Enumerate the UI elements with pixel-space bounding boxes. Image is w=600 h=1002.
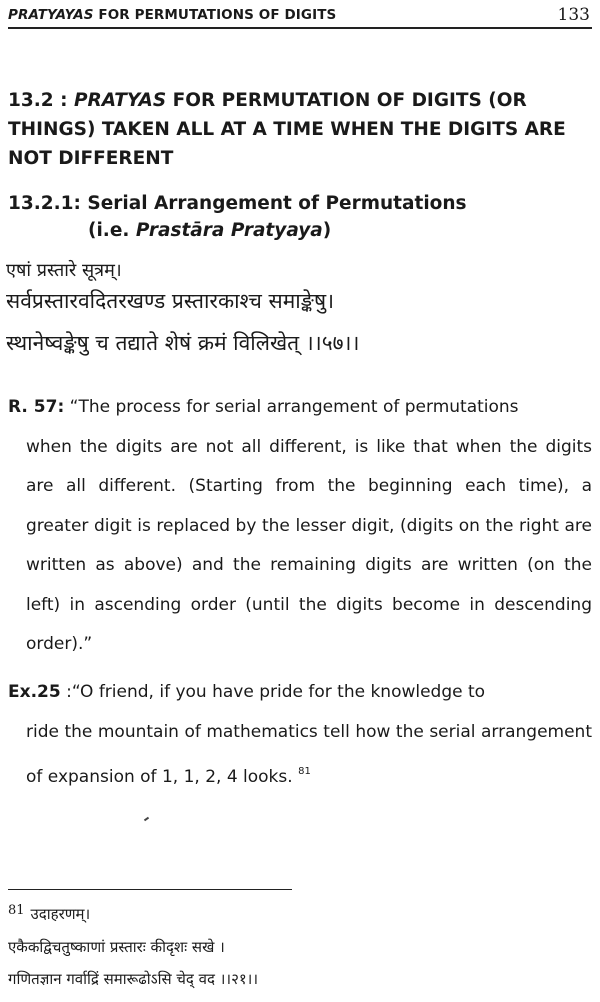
example-body-text: ride the mountain of mathematics tell how the serial arrangement of expansion of 1, 1, 2, 4 looks. bbox=[26, 721, 592, 787]
sanskrit-verse-line-2: सर्वप्रस्तारवदितरखण्ड प्रस्तारकाश्च समाङ्केषु। bbox=[6, 289, 335, 313]
running-head-title-italic: PRATYAYAS bbox=[8, 7, 94, 23]
footnote-line-2: एकैकद्विचतुष्काणां प्रस्तारः कीदृशः सखे । bbox=[8, 938, 225, 956]
rule-paragraph bbox=[8, 388, 592, 665]
footnote-line-3: गणितज्ञान गर्वाद्रिं समारूढोऽसि चेद् वद ।।२१।। bbox=[8, 970, 259, 988]
rule-body: when the digits are not all different, is like that when the digits are all different. (Starting from the beginning each time), a greater digit is replaced by the lesser digit, (digits on the right are written as above) and the remaining digits are written (on the left) in ascending order (until the digits become in descending order).” bbox=[26, 436, 592, 654]
section-heading-rest: FOR PERMUTATION OF DIGITS (OR THINGS) TAKEN ALL AT A TIME WHEN THE DIGITS ARE NOT DIFFERENT bbox=[8, 90, 566, 169]
subsection-line-1: 13.2.1: Serial Arrangement of Permutations bbox=[8, 193, 467, 214]
subsection-line-2-suffix: ) bbox=[322, 220, 332, 241]
example-body bbox=[8, 713, 592, 798]
footnote-divider bbox=[8, 889, 292, 890]
stray-mark bbox=[144, 817, 149, 822]
footnote-mark: 81 bbox=[8, 903, 25, 918]
subsection-line-2-italic: Prastāra Pratyaya bbox=[135, 220, 323, 241]
rule-first-line-text: “The process for serial arrangement of permutations bbox=[64, 397, 519, 417]
subsection-line-2-prefix: (i.e. bbox=[88, 220, 136, 241]
section-heading bbox=[8, 86, 588, 173]
subsection-heading bbox=[8, 190, 588, 244]
sanskrit-verse-line-3: स्थानेष्वङ्केषु च तद्याते शेषं क्रमं विलिखेत् ।।५७।। bbox=[6, 331, 360, 355]
section-heading-italic: PRATYAS bbox=[73, 90, 167, 111]
page-number: 133 bbox=[557, 5, 590, 25]
footnote-reference: 81 bbox=[298, 766, 311, 777]
rule-first-line bbox=[8, 388, 592, 428]
running-head-title-rest: FOR PERMUTATIONS OF DIGITS bbox=[93, 7, 337, 23]
example-label: Ex.25 bbox=[8, 682, 61, 702]
footnote-line-1-text: उदाहरणम्। bbox=[30, 905, 91, 923]
footnote-line-1 bbox=[8, 903, 90, 924]
example-paragraph bbox=[8, 673, 592, 798]
running-head bbox=[8, 4, 590, 26]
example-first-line bbox=[8, 673, 592, 713]
header-divider bbox=[8, 27, 592, 29]
example-first-line-text: :“O friend, if you have pride for the knowledge to bbox=[60, 682, 486, 702]
sanskrit-verse-line-1: एषां प्रस्तारे सूत्रम्। bbox=[6, 260, 122, 281]
subsection-line-2 bbox=[8, 217, 588, 244]
rule-label: R. 57: bbox=[8, 397, 65, 417]
section-number: 13.2 : bbox=[8, 90, 74, 111]
running-head-title bbox=[8, 7, 336, 23]
